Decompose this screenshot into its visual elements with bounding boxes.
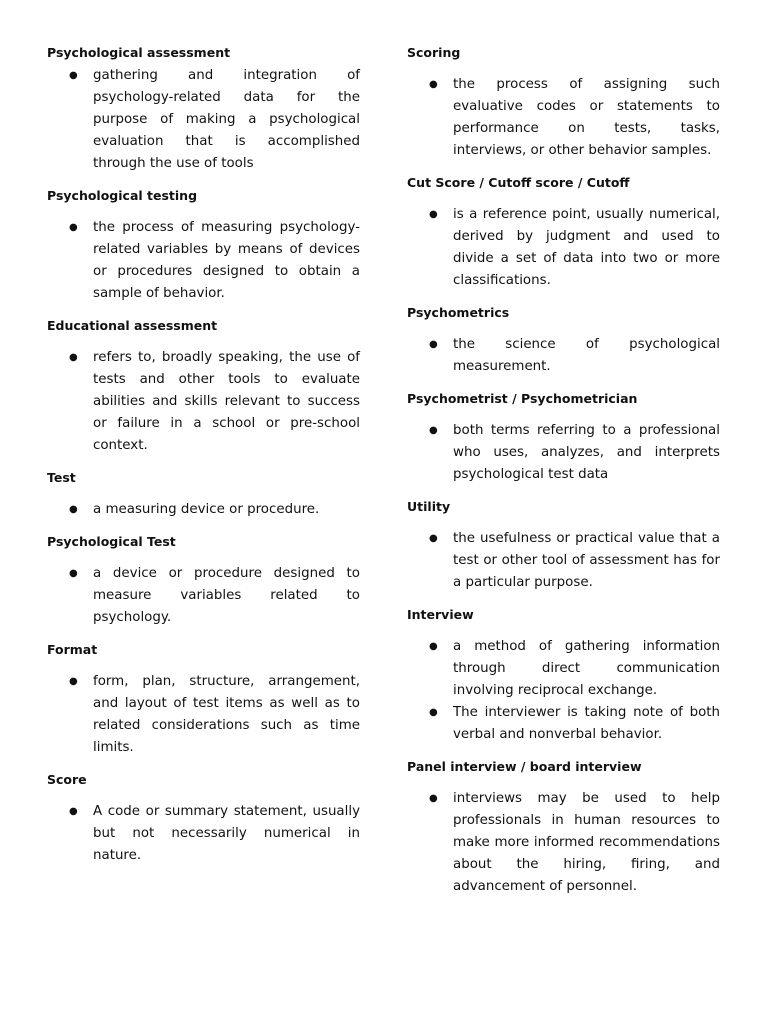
definition-item (407, 334, 720, 378)
bullet-icon: ● (69, 222, 78, 233)
definition-list (47, 347, 360, 457)
entry-psychological-test (47, 533, 360, 629)
definition-text: is a reference point, usually numerical, derived by judgment and used to divide a set of data into two or more classifications. (453, 207, 720, 288)
definition-text: the process of measuring psychology-related variables by means of devices or procedures designed to obtain a sample of behavior. (93, 220, 360, 301)
definition-item (47, 217, 360, 305)
entry-score (47, 771, 360, 867)
term-heading: Psychometrics (407, 305, 510, 320)
definition-item (47, 801, 360, 867)
definition-text: form, plan, structure, arrangement, and layout of test items as well as to related considerations such as time limits. (93, 674, 360, 755)
definition-list (407, 528, 720, 594)
definition-text: both terms referring to a professional who uses, analyzes, and interprets psychological test data (453, 423, 720, 482)
entry-interview (407, 606, 720, 746)
definition-list (407, 420, 720, 486)
entry-utility (407, 498, 720, 594)
definition-list (47, 671, 360, 759)
term-heading: Panel interview / board interview (407, 759, 642, 774)
definition-text: the science of psychological measurement. (453, 337, 720, 374)
definition-list (407, 204, 720, 292)
definition-list (47, 563, 360, 629)
definition-item (407, 636, 720, 702)
entry-cut-score-cutoff-score-cutoff (407, 174, 720, 292)
definition-text: a measuring device or procedure. (93, 502, 320, 517)
definition-item (407, 788, 720, 898)
bullet-icon: ● (69, 806, 78, 817)
bullet-icon: ● (429, 793, 438, 804)
term-heading: Interview (407, 607, 474, 622)
definition-item (47, 65, 360, 175)
bullet-icon: ● (69, 352, 78, 363)
bullet-icon: ● (429, 641, 438, 652)
entry-educational-assessment (47, 317, 360, 457)
term-heading: Psychometrist / Psychometrician (407, 391, 638, 406)
bullet-icon: ● (429, 533, 438, 544)
bullet-icon: ● (429, 209, 438, 220)
definition-list (47, 65, 360, 175)
bullet-icon: ● (69, 504, 78, 515)
definition-item (407, 74, 720, 162)
definition-text: the usefulness or practical value that a test or other tool of assessment has for a particular purpose. (453, 531, 720, 590)
definition-item (407, 420, 720, 486)
definition-item (407, 528, 720, 594)
term-heading: Cut Score / Cutoff score / Cutoff (407, 175, 630, 190)
definition-list (47, 801, 360, 867)
term-heading: Psychological testing (47, 188, 198, 203)
entry-test (47, 469, 360, 521)
entry-psychometrics (407, 304, 720, 378)
entry-panel-interview-board-interview (407, 758, 720, 898)
bullet-icon: ● (429, 79, 438, 90)
entry-psychological-assessment (47, 44, 360, 175)
definition-list (407, 334, 720, 378)
definition-text: the process of assigning such evaluative codes or statements to performance on tests, tasks, interviews, or other behavior samples. (453, 77, 720, 158)
definition-text: gathering and integration of psychology-related data for the purpose of making a psychological evaluation that is accomplished through the use of tools (93, 68, 360, 171)
term-heading: Educational assessment (47, 318, 218, 333)
bullet-icon: ● (429, 425, 438, 436)
definition-text: A code or summary statement, usually but not necessarily numerical in nature. (93, 804, 360, 863)
entry-psychological-testing (47, 187, 360, 305)
definition-item (47, 671, 360, 759)
definition-list (407, 788, 720, 898)
definition-list (47, 217, 360, 305)
bullet-icon: ● (69, 70, 78, 81)
definition-text: a device or procedure designed to measure variables related to psychology. (93, 566, 360, 625)
term-heading: Format (47, 642, 98, 657)
term-heading: Scoring (407, 45, 461, 60)
bullet-icon: ● (429, 707, 438, 718)
bullet-icon: ● (69, 676, 78, 687)
definition-text: The interviewer is taking note of both verbal and nonverbal behavior. (453, 705, 720, 742)
term-heading: Psychological assessment (47, 45, 231, 60)
definition-list (47, 499, 360, 521)
term-heading: Utility (407, 499, 451, 514)
definition-item (47, 347, 360, 457)
right-column (407, 44, 720, 910)
definition-list (407, 74, 720, 162)
definition-list (407, 636, 720, 746)
entry-psychometrist-psychometrician (407, 390, 720, 486)
definition-text: refers to, broadly speaking, the use of tests and other tools to evaluate abilities and skills relevant to success or failure in a school or pre-school context. (93, 350, 360, 453)
left-column (47, 44, 360, 879)
entry-format (47, 641, 360, 759)
term-heading: Psychological Test (47, 534, 176, 549)
definition-text: a method of gathering information through direct communication involving reciprocal exchange. (453, 639, 720, 698)
definition-item (407, 204, 720, 292)
definition-item (47, 563, 360, 629)
definition-item (47, 499, 360, 521)
bullet-icon: ● (69, 568, 78, 579)
definition-text: interviews may be used to help professionals in human resources to make more informed recommendations about the hiring, firing, and advancement of personnel. (453, 791, 720, 894)
term-heading: Score (47, 772, 87, 787)
entry-scoring (407, 44, 720, 162)
term-heading: Test (47, 470, 76, 485)
bullet-icon: ● (429, 339, 438, 350)
definition-item (407, 702, 720, 746)
